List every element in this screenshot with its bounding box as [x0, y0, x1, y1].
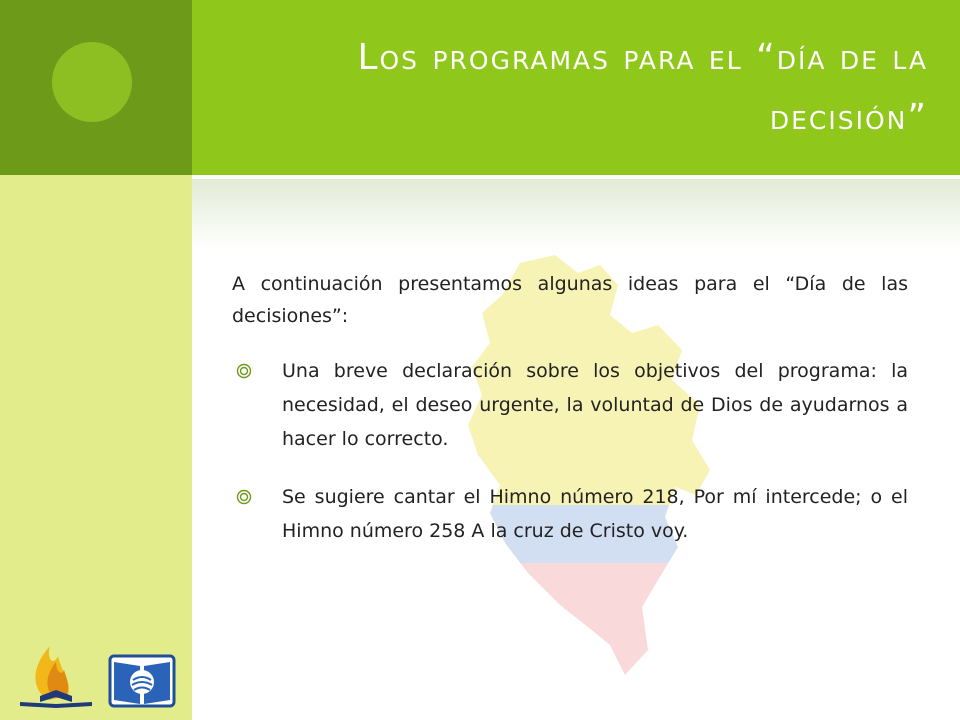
bullet-text: Una breve declaración sobre los objetivos del programa: la necesidad, el deseo urgente, la voluntad de Dios de ayudarnos a hacer lo correcto. — [282, 360, 908, 450]
ring-bullet-icon — [236, 489, 252, 505]
bullet-item — [232, 354, 908, 456]
bullet-item — [232, 480, 908, 548]
open-book-globe-logo — [108, 650, 176, 710]
bullet-list — [232, 354, 908, 548]
intro-paragraph: A continuación presentamos algunas ideas para el “Día de las decisiones”: — [232, 273, 908, 327]
slide-title: Los programas para el “día de la decisión” — [357, 37, 928, 138]
header-fade — [192, 179, 960, 249]
sidebar-circle-decoration — [52, 42, 132, 122]
bullet-text: Se sugiere cantar el Himno número 218, Por mí intercede; o el Himno número 258 A la cruz de Cristo voy. — [282, 486, 908, 542]
adventist-flame-logo — [10, 630, 100, 710]
ring-bullet-icon — [236, 363, 252, 379]
slide-content — [232, 268, 908, 572]
